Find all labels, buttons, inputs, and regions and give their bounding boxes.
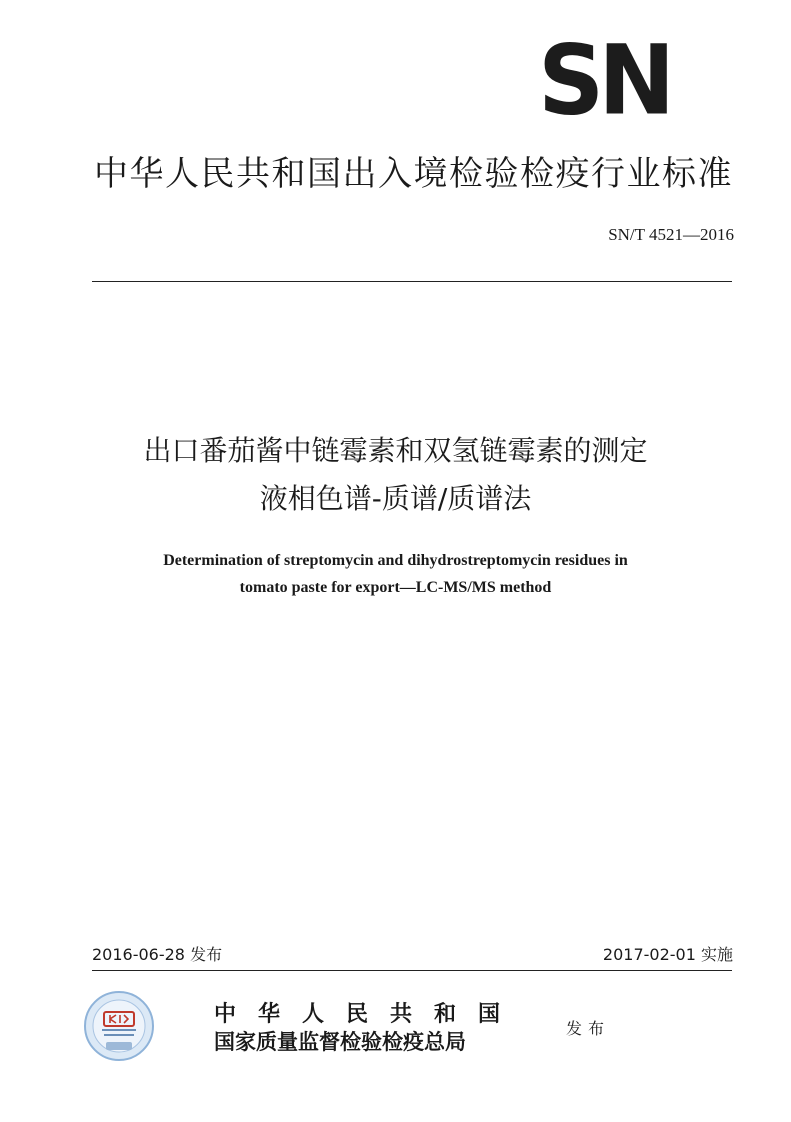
title-chinese-line-2: 液相色谱-质谱/质谱法	[259, 482, 532, 515]
publish-label: 发布	[566, 1019, 611, 1038]
implementation-date: 2017-02-01 实施	[602, 945, 733, 964]
issue-date: 2016-06-28 发布	[92, 945, 223, 964]
anti-counterfeit-seal	[80, 990, 158, 1062]
title-chinese-line-1: 出口番茄酱中链霉素和双氢链霉素的测定	[143, 434, 648, 467]
publisher-line-2: 国家质量监督检验检疫总局	[214, 1029, 466, 1054]
standard-number: SN/T 4521—2016	[608, 225, 734, 244]
title-english-line-1: Determination of streptomycin and dihydrostreptomycin residues in	[163, 552, 628, 569]
bottom-divider	[92, 970, 732, 971]
top-divider	[92, 281, 732, 282]
title-english-line-2: tomato paste for export—LC-MS/MS method	[239, 579, 552, 596]
seal-graphic	[80, 990, 158, 1062]
sn-logo: SN	[538, 24, 670, 137]
publisher-line-1: 中华人民共和国	[214, 1001, 523, 1027]
standard-category: 中华人民共和国出入境检验检疫行业标准	[94, 154, 733, 194]
